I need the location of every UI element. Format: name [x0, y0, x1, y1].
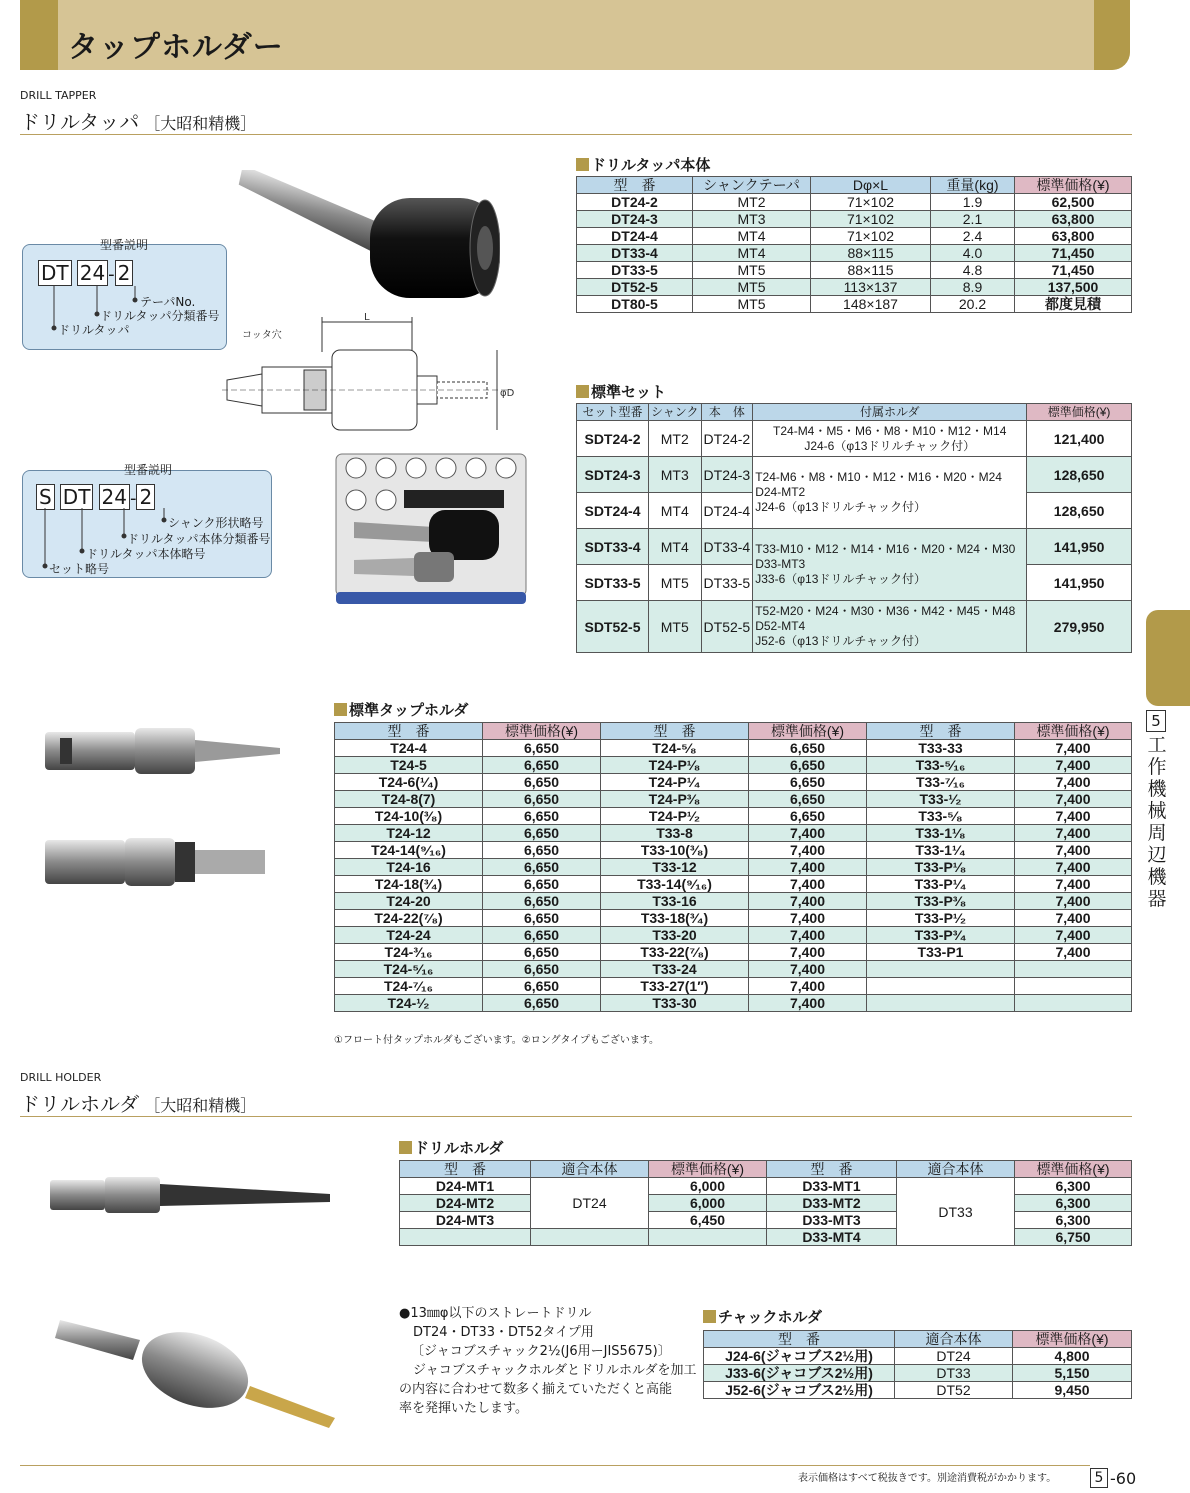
table-row: T24-5 6,650 T24-P¹⁄₈ 6,650 T33-⁵⁄₁₆ 7,400 [335, 757, 1132, 774]
table-row: DT80-5 MT5 148×187 20.2 都度見積 [577, 296, 1132, 313]
table-row: D24-MT1 DT24 6,000 D33-MT1 DT33 6,300 [400, 1178, 1132, 1195]
drill-tapper-drawing [222, 312, 522, 432]
explain2-label-shank: シャンク形状略号 [168, 516, 264, 530]
table-row: T24-24 6,650 T33-20 7,400 T33-P³⁄₄ 7,400 [335, 927, 1132, 944]
table-row: J24-6(ジャコブス2½用) DT24 4,800 [704, 1348, 1132, 1365]
model-explain-title-1: 型番説明 [100, 238, 149, 252]
dim-L-label: L [364, 312, 370, 323]
set-th-body: 本 体 [701, 404, 753, 421]
table-row: T24-¹⁄₂ 6,650 T33-30 7,400 [335, 995, 1132, 1012]
drill-table [399, 1160, 1132, 1246]
page-title: タップホルダー [68, 30, 284, 65]
footer-page-box: 5 [1090, 1468, 1108, 1488]
tap-th-price-2: 標準価格(¥) [749, 723, 867, 740]
set-th-model: セット型番 [577, 404, 649, 421]
section1-jp: ドリルタッパ [20, 110, 140, 134]
table-row: SDT33-5 MT5 DT33-5 141,950 [577, 565, 1132, 601]
model-explain-title-2: 型番説明 [124, 463, 173, 477]
table-row: T24-8(7) 6,650 T24-P³⁄₈ 6,650 T33-¹⁄₂ 7,400 [335, 791, 1132, 808]
tap-th-price-3: 標準価格(¥) [1015, 723, 1132, 740]
footer-page-number: -60 [1110, 1469, 1137, 1488]
set-th-shank: シャンク [649, 404, 702, 421]
tap-holder-photo-1 [40, 722, 285, 782]
table-row: SDT24-2 MT2 DT24-2 T24-M4・M5・M6・M8・M10・M12・M14 J24-6（φ13ドリルチャック付） 121,400 [577, 421, 1132, 457]
explain2-label-set: セット略号 [49, 562, 110, 576]
body-table-caption: ドリルタッパ本体 [576, 154, 710, 175]
section1-en: DRILL TAPPER [20, 89, 97, 102]
code-box-2: 2 [115, 260, 134, 286]
tap-th-model-2: 型 番 [601, 723, 749, 740]
section2-divider [20, 1116, 1132, 1117]
chuck-holder-photo [55, 1310, 340, 1430]
code2-box-s: S [36, 484, 55, 510]
body-th-dl: Dφ×L [811, 177, 931, 194]
set-th-holders: 付属ホルダ [753, 404, 1027, 421]
chuck-note: ●13㎜φ以下のストレートドリル DT24・DT33・DT52タイプ用 〔ジャコブスチャック2½(J6用ーJIS5675)〕 ジャコブスチャックホルダとドリルホルダを加工 の内容に合わせて数多く揃えていただくと高能 率を発揮いたします。 [399, 1306, 697, 1416]
drill-holder-photo [45, 1172, 335, 1222]
table-row: T24-⁷⁄₁₆ 6,650 T33-27(1″) 7,400 [335, 978, 1132, 995]
footer-divider [20, 1465, 1090, 1466]
table-row: T24-6(¹⁄₄) 6,650 T24-P¹⁄₄ 6,650 T33-⁷⁄₁₆ 7,400 [335, 774, 1132, 791]
explain2-label-class: ドリルタッパ本体分類番号 [127, 532, 271, 546]
set-table-caption: 標準セット [576, 381, 666, 402]
section2-jp: ドリルホルダ [20, 1092, 140, 1116]
table-row: T24-14(⁹⁄₁₆) 6,650 T33-10(³⁄₈) 7,400 T33-1¹⁄₄ 7,400 [335, 842, 1132, 859]
drill-table-caption: ドリルホルダ [399, 1137, 503, 1158]
header-accent-right [1094, 0, 1130, 70]
table-row: J52-6(ジャコブス2½用) DT52 9,450 [704, 1382, 1132, 1399]
drill-th-price-2: 標準価格(¥) [1015, 1161, 1132, 1178]
set-table [576, 403, 1132, 653]
table-row: D24-MT3 6,450 D33-MT3 6,300 [400, 1212, 1132, 1229]
side-chapter-title: 工作機械周辺機器 [1147, 734, 1167, 910]
table-row: T24-20 6,650 T33-16 7,400 T33-P³⁄₈ 7,400 [335, 893, 1132, 910]
table-row: SDT24-3 MT3 DT24-3 T24-M6・M8・M10・M12・M16・M20・M24 D24-MT2 J24-6（φ13ドリルチャック付） 128,650 [577, 457, 1132, 493]
section1-maker: ［大昭和精機］ [144, 114, 257, 133]
chuck-table [703, 1330, 1132, 1399]
model-code-1: DT 24 - 2 [38, 260, 133, 286]
drill-th-price-1: 標準価格(¥) [649, 1161, 767, 1178]
table-row: SDT52-5 MT5 DT52-5 T52-M20・M24・M30・M36・M42・M45・M48 D52-MT4 J52-6（φ13ドリルチャック付） 279,950 [577, 601, 1132, 653]
model-code-2: S DT 24 - 2 [36, 484, 155, 510]
drill-th-model-2: 型 番 [767, 1161, 897, 1178]
table-row: T24-³⁄₁₆ 6,650 T33-22(⁷⁄₈) 7,400 T33-P1 7,400 [335, 944, 1132, 961]
drill-th-body-2: 適合本体 [897, 1161, 1015, 1178]
drill-tapper-photo [230, 170, 500, 310]
table-row: T24-4 6,650 T24-⁵⁄₈ 6,650 T33-33 7,400 [335, 740, 1132, 757]
body-th-price: 標準価格(¥) [1015, 177, 1132, 194]
section1-divider [20, 134, 1132, 135]
chuck-table-caption: チャックホルダ [703, 1306, 822, 1327]
chuck-th-model: 型 番 [704, 1331, 895, 1348]
drill-th-body-1: 適合本体 [531, 1161, 649, 1178]
table-row: T24-12 6,650 T33-8 7,400 T33-1¹⁄₈ 7,400 [335, 825, 1132, 842]
table-row: DT24-4 MT4 71×102 2.4 63,800 [577, 228, 1132, 245]
code2-box-dt: DT [60, 484, 94, 510]
explain2-label-body: ドリルタッパ本体略号 [86, 547, 206, 561]
table-row: D24-MT2 6,000 D33-MT2 6,300 [400, 1195, 1132, 1212]
table-row: T24-18(³⁄₄) 6,650 T33-14(⁹⁄₁₆) 7,400 T33-P¹⁄₄ 7,400 [335, 876, 1132, 893]
tap-table-caption: 標準タップホルダ [334, 699, 468, 720]
section1-heading [20, 106, 256, 135]
footer-tax-note: 表示価格はすべて税抜きです。別途消費税がかかります。 [798, 1473, 1057, 1484]
cotter-label: コッタ穴 [242, 330, 282, 341]
standard-set-photo [334, 452, 529, 607]
body-th-model: 型 番 [577, 177, 693, 194]
tap-th-price-1: 標準価格(¥) [483, 723, 601, 740]
table-row: SDT24-4 MT4 DT24-4 128,650 [577, 493, 1132, 529]
table-row: DT24-2 MT2 71×102 1.9 62,500 [577, 194, 1132, 211]
explain1-label-taper: テーパNo. [140, 295, 196, 309]
tap-table [334, 722, 1132, 1012]
code-box-24: 24 [77, 260, 108, 286]
body-th-weight: 重量(kg) [931, 177, 1015, 194]
table-row: DT52-5 MT5 113×137 8.9 137,500 [577, 279, 1132, 296]
section2-heading [20, 1088, 256, 1117]
body-table [576, 176, 1132, 313]
set-th-price: 標準価格(¥) [1027, 404, 1132, 421]
side-chapter-number: 5 [1146, 710, 1166, 732]
table-row: DT33-4 MT4 88×115 4.0 71,450 [577, 245, 1132, 262]
code2-box-24: 24 [99, 484, 130, 510]
explain1-label-class: ドリルタッパ分類番号 [100, 309, 220, 323]
side-tab [1146, 610, 1190, 706]
table-row: T24-10(³⁄₈) 6,650 T24-P¹⁄₂ 6,650 T33-⁵⁄₈ 7,400 [335, 808, 1132, 825]
table-row: T24-16 6,650 T33-12 7,400 T33-P¹⁄₈ 7,400 [335, 859, 1132, 876]
explain1-label-tapper: ドリルタッパ [58, 323, 130, 337]
table-row: DT33-5 MT5 88×115 4.8 71,450 [577, 262, 1132, 279]
table-row: T24-22(⁷⁄₈) 6,650 T33-18(³⁄₄) 7,400 T33-P¹⁄₂ 7,400 [335, 910, 1132, 927]
chuck-th-price: 標準価格(¥) [1013, 1331, 1132, 1348]
table-row: SDT33-4 MT4 DT33-4 T33-M10・M12・M14・M16・M20・M24・M30 D33-MT3 J33-6（φ13ドリルチャック付） 141,950 [577, 529, 1132, 565]
tap-th-model-1: 型 番 [335, 723, 483, 740]
header-accent-left [20, 0, 58, 70]
section2-maker: ［大昭和精機］ [144, 1096, 257, 1115]
code2-box-2: 2 [136, 484, 155, 510]
section2-en: DRILL HOLDER [20, 1071, 102, 1084]
table-row: DT24-3 MT3 71×102 2.1 63,800 [577, 211, 1132, 228]
table-row: T24-⁵⁄₁₆ 6,650 T33-24 7,400 [335, 961, 1132, 978]
body-th-taper: シャンクテーパ [693, 177, 811, 194]
tap-table-note: ①フロート付タップホルダもございます。②ロングタイプもございます。 [334, 1035, 660, 1046]
tap-holder-photo-2 [40, 832, 270, 892]
drill-th-model-1: 型 番 [400, 1161, 531, 1178]
code-box-dt: DT [38, 260, 72, 286]
tap-th-model-3: 型 番 [867, 723, 1015, 740]
table-row: D33-MT4 6,750 [400, 1229, 1132, 1246]
dim-D-label: φD [500, 388, 515, 399]
table-row: J33-6(ジャコブス2½用) DT33 5,150 [704, 1365, 1132, 1382]
chuck-th-body: 適合本体 [895, 1331, 1013, 1348]
